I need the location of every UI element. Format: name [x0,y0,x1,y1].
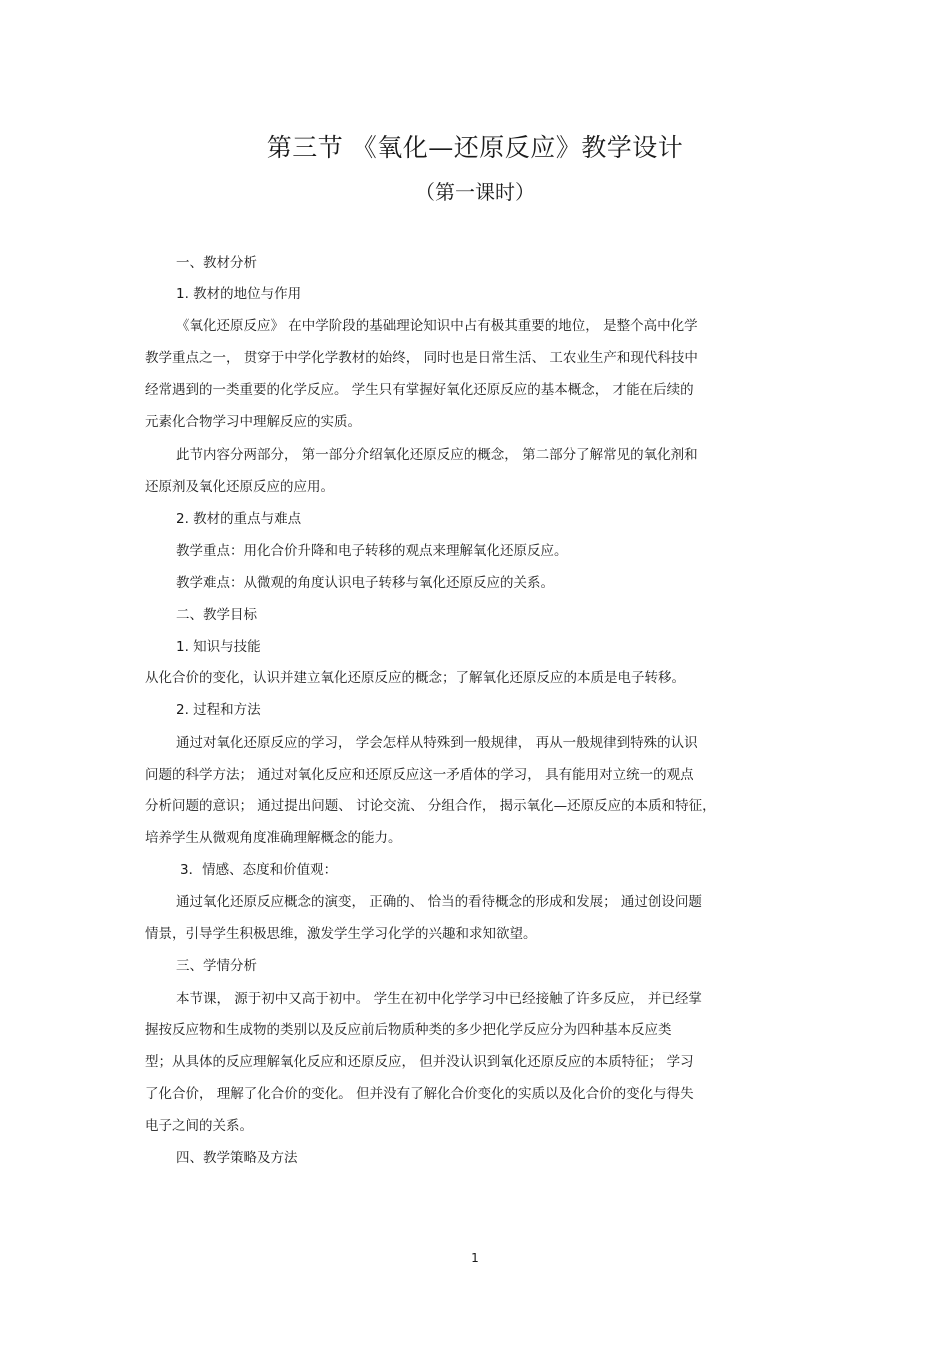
subsection-heading-2-2: 2. 过程和方法 [176,702,261,718]
paragraph-line: 了化合价， 理解了化合价的变化。 但并没有了解化合价变化的实质以及化合价的变化与得失 [145,1086,694,1102]
subsection-heading-2-3: 3．情感、态度和价值观： [180,862,338,878]
paragraph-line: 此节内容分两部分， 第一部分介绍氧化还原反应的概念， 第二部分了解常见的氧化剂和 [176,447,698,463]
paragraph-line: 分析问题的意识； 通过提出问题、 讨论交流、 分组合作， 揭示氧化—还原反应的本质和特征， [145,798,716,814]
paragraph-line: 情景，引导学生积极思维，激发学生学习化学的兴趣和求知欲望。 [145,926,537,942]
section-heading-3: 三、学情分析 [176,958,257,974]
section-heading-2: 二、教学目标 [176,607,257,623]
paragraph-line: 握按反应物和生成物的类别以及反应前后物质种类的多少把化学反应分为四种基本反应类 [145,1022,672,1038]
subsection-heading-2-1: 1. 知识与技能 [176,639,261,655]
paragraph-line: 还原剂及氧化还原反应的应用。 [145,479,334,495]
subsection-heading-1-2: 2. 教材的重点与难点 [176,511,302,527]
paragraph-line: 电子之间的关系。 [145,1118,253,1134]
paragraph-line: 问题的科学方法； 通过对氧化反应和还原反应这一矛盾体的学习， 具有能用对立统一的观点 [145,767,694,783]
paragraph-line: 元素化合物学习中理解反应的实质。 [145,414,361,430]
document-subtitle: （第一课时） [415,180,535,204]
difficulty-text: 教学难点：从微观的角度认识电子转移与氧化还原反应的关系。 [176,575,554,591]
subsection-heading-1-1: 1. 教材的地位与作用 [176,286,302,302]
paragraph-line: 经常遇到的一类重要的化学反应。 学生只有掌握好氧化还原反应的基本概念， 才能在后续的 [145,382,694,398]
paragraph-line: 通过氧化还原反应概念的演变， 正确的、 恰当的看待概念的形成和发展； 通过创设问题 [176,894,702,910]
paragraph-line: 通过对氧化还原反应的学习， 学会怎样从特殊到一般规律， 再从一般规律到特殊的认识 [176,735,698,751]
paragraph-line: 型；从具体的反应理解氧化反应和还原反应， 但并没认识到氧化还原反应的本质特征； 学习 [145,1054,694,1070]
page-number: 1 [471,1251,479,1265]
paragraph-line: 培养学生从微观角度准确理解概念的能力。 [145,830,402,846]
paragraph-line: 教学重点之一， 贯穿于中学化学教材的始终， 同时也是日常生活、 工农业生产和现代科技中 [145,350,698,366]
paragraph-line: 本节课， 源于初中又高于初中。 学生在初中化学学习中已经接触了许多反应， 并已经掌 [176,991,702,1007]
paragraph-line: 《氧化还原反应》 在中学阶段的基础理论知识中占有极其重要的地位， 是整个高中化学 [176,318,698,334]
key-point-text: 教学重点：用化合价升降和电子转移的观点来理解氧化还原反应。 [176,543,568,559]
document-title: 第三节 《氧化—还原反应》教学设计 [266,133,684,162]
section-heading-1: 一、教材分析 [176,255,257,271]
section-heading-4: 四、教学策略及方法 [176,1150,298,1166]
paragraph-line: 从化合价的变化，认识并建立氧化还原反应的概念；了解氧化还原反应的本质是电子转移。 [145,670,685,686]
